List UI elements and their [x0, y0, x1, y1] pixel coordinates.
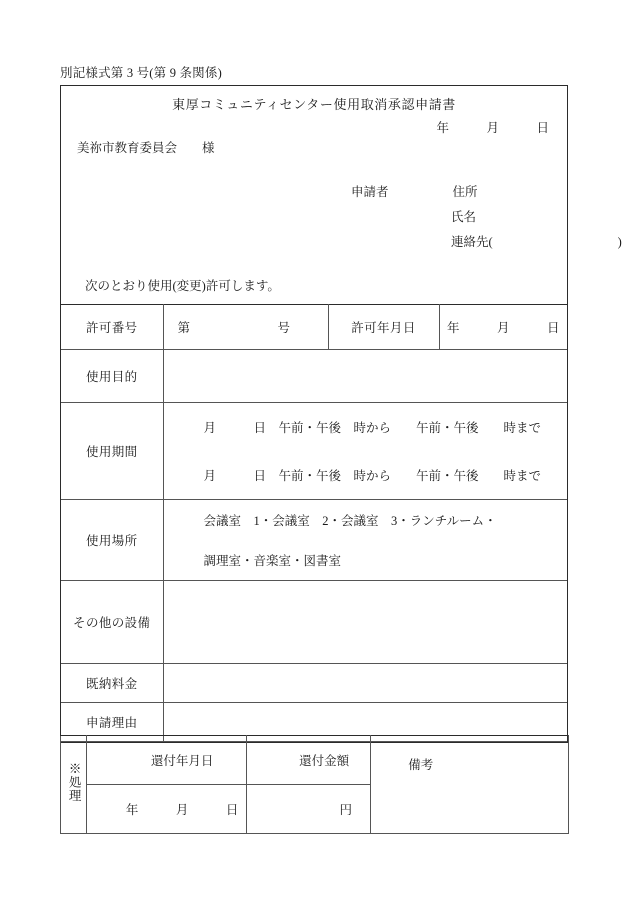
place-value-cell[interactable]: [163, 500, 567, 581]
refund-amount-value-cell[interactable]: [247, 785, 371, 834]
period-line-2: 月 日 午前・午後 時から 午前・午後 時まで: [203, 469, 542, 483]
applicant-name-row: [351, 205, 622, 230]
purpose-label-cell: [61, 350, 163, 403]
submission-date-line: 年 月 日: [436, 121, 549, 135]
purpose-value-cell[interactable]: [163, 350, 567, 403]
table-row-place: [61, 500, 567, 581]
permit-number-label: 許可番号: [85, 321, 138, 335]
place-line-1: 会議室 1・会議室 2・会議室 3・ランチルーム・: [203, 514, 497, 528]
other-equipment-value-cell[interactable]: [163, 581, 567, 664]
paid-fee-label-cell: [61, 664, 163, 703]
applicant-label: 申請者: [351, 185, 389, 199]
permit-number-value-cell[interactable]: [163, 305, 328, 350]
table-row-purpose: [61, 350, 567, 403]
applicant-contact-label: 連絡先( ): [451, 235, 622, 249]
table-row-other-equipment: [61, 581, 567, 664]
reason-label: 申請理由: [85, 716, 138, 730]
table-row-period: [61, 403, 567, 500]
period-label-cell: [61, 403, 163, 500]
place-label-cell: [61, 500, 163, 581]
period-label: 使用期間: [85, 445, 138, 459]
permit-date-label-cell: [328, 305, 439, 350]
refund-amount-label: 還付金額: [299, 754, 350, 768]
remarks-cell[interactable]: [371, 736, 569, 834]
paid-fee-value-cell[interactable]: [163, 664, 567, 703]
form-number: 別記様式第 3 号(第 9 条関係): [60, 66, 222, 80]
applicant-address-row: [351, 180, 622, 205]
page-title: 東厚コミュニティセンター使用取消承認申請書: [172, 97, 456, 112]
addressee: 美祢市教育委員会 様: [77, 141, 215, 155]
permit-date-label: 許可年月日: [351, 321, 416, 335]
processing-table: [60, 735, 569, 834]
period-value-cell[interactable]: [163, 403, 567, 500]
refund-date-label-cell: [87, 736, 247, 785]
processing-section-label-cell: [61, 736, 87, 834]
refund-date-value-cell[interactable]: [87, 785, 247, 834]
period-line-1: 月 日 午前・午後 時から 午前・午後 時まで: [203, 421, 542, 435]
other-equipment-label-cell: [61, 581, 163, 664]
application-form-frame: [60, 85, 622, 743]
form-header-area: [61, 86, 622, 304]
applicant-contact-row: [351, 230, 622, 255]
processing-section-label: ※処理: [67, 762, 82, 803]
applicant-address-label: 住所: [452, 185, 478, 199]
purpose-label: 使用目的: [85, 370, 138, 384]
place-line-2: 調理室・音楽室・図書室: [203, 554, 342, 568]
permit-number-value: 第 号: [177, 321, 291, 335]
table-row-paid-fee: [61, 664, 567, 703]
remarks-label: 備考: [408, 758, 434, 772]
refund-amount-value: 円: [339, 803, 352, 817]
refund-date-label: 還付年月日: [150, 754, 214, 768]
permit-date-value-cell[interactable]: [439, 305, 567, 350]
refund-date-value: 年 月 日: [125, 803, 239, 817]
application-detail-table: [61, 304, 567, 742]
processing-header-row: [61, 736, 569, 785]
applicant-name-label: 氏名: [451, 210, 477, 224]
applicant-block: [351, 180, 622, 255]
place-label: 使用場所: [85, 534, 138, 548]
paid-fee-label: 既納料金: [85, 677, 138, 691]
permit-number-label-cell: [61, 305, 163, 350]
table-row-permit: [61, 305, 567, 350]
other-equipment-label: その他の設備: [73, 616, 151, 630]
permission-statement: 次のとおり使用(変更)許可します。: [85, 279, 280, 293]
refund-amount-label-cell: [247, 736, 371, 785]
permit-date-value: 年 月 日: [446, 321, 560, 335]
